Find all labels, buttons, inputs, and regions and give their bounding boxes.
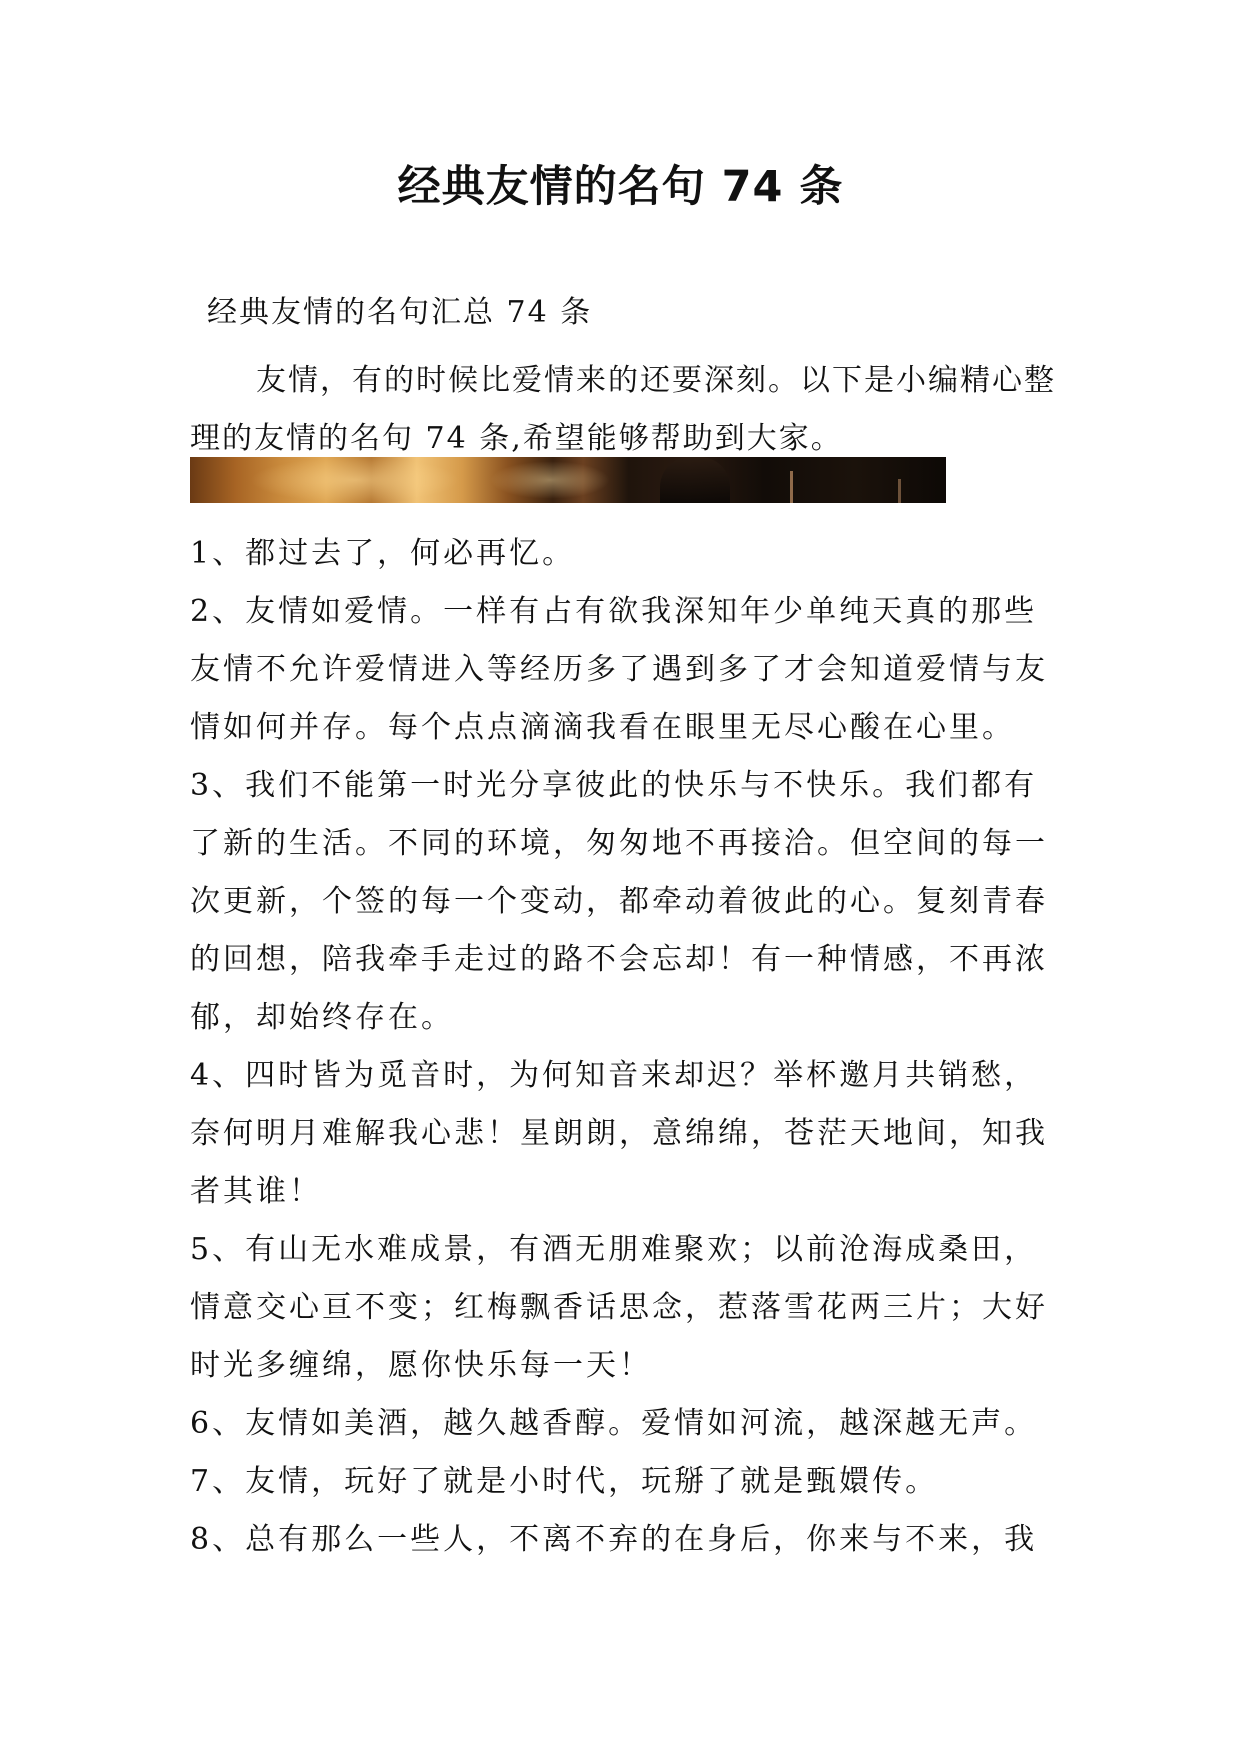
- decorative-banner-image: [190, 457, 946, 503]
- document-title: 经典友情的名句 74 条: [397, 162, 844, 212]
- banner-post-small: [898, 479, 901, 503]
- quote-item-1: 1、都过去了，何必再忆。: [190, 536, 576, 571]
- quote-list: [190, 525, 1070, 1569]
- document-subtitle: 经典友情的名句汇总 74 条: [207, 295, 593, 330]
- quote-item-5: 5、有山无水难成景，有酒无朋难聚欢；以前沧海成桑田，情意交心亘不变；红梅飘香话思念，惹落雪花两三片；大好时光多缠绵，愿你快乐每一天！: [190, 1232, 1048, 1383]
- banner-post: [790, 471, 793, 503]
- intro-paragraph: 友情，有的时候比爱情来的还要深刻。以下是小编精心整理的友情的名句 74 条,希望能够帮助到大家。: [190, 363, 1056, 456]
- banner-silhouette: [660, 457, 730, 503]
- banner-light-glow-small: [490, 461, 610, 499]
- quote-item-4: 4、四时皆为觅音时，为何知音来却迟？举杯邀月共销愁，奈何明月难解我心悲！星朗朗，意绵绵，苍茫天地间，知我者其谁！: [190, 1058, 1048, 1209]
- quote-item-7: 7、友情，玩好了就是小时代，玩掰了就是甄嬛传。: [190, 1464, 939, 1499]
- banner-light-glow: [250, 457, 460, 503]
- quote-item-8: 8、总有那么一些人，不离不弃的在身后，你来与不来，我: [190, 1522, 1038, 1557]
- quote-item-6: 6、友情如美酒，越久越香醇。爱情如河流，越深越无声。: [190, 1406, 1038, 1441]
- quote-item-2: 2、友情如爱情。一样有占有欲我深知年少单纯天真的那些友情不允许爱情进入等经历多了遇到多了才会知道爱情与友情如何并存。每个点点滴滴我看在眼里无尽心酸在心里。: [190, 594, 1048, 745]
- quote-item-3: 3、我们不能第一时光分享彼此的快乐与不快乐。我们都有了新的生活。不同的环境，匆匆地不再接洽。但空间的每一次更新，个签的每一个变动，都牵动着彼此的心。复刻青春的回想，陪我牵手走过的路不会忘却！有一种情感，不再浓郁，却始终存在。: [190, 768, 1048, 1035]
